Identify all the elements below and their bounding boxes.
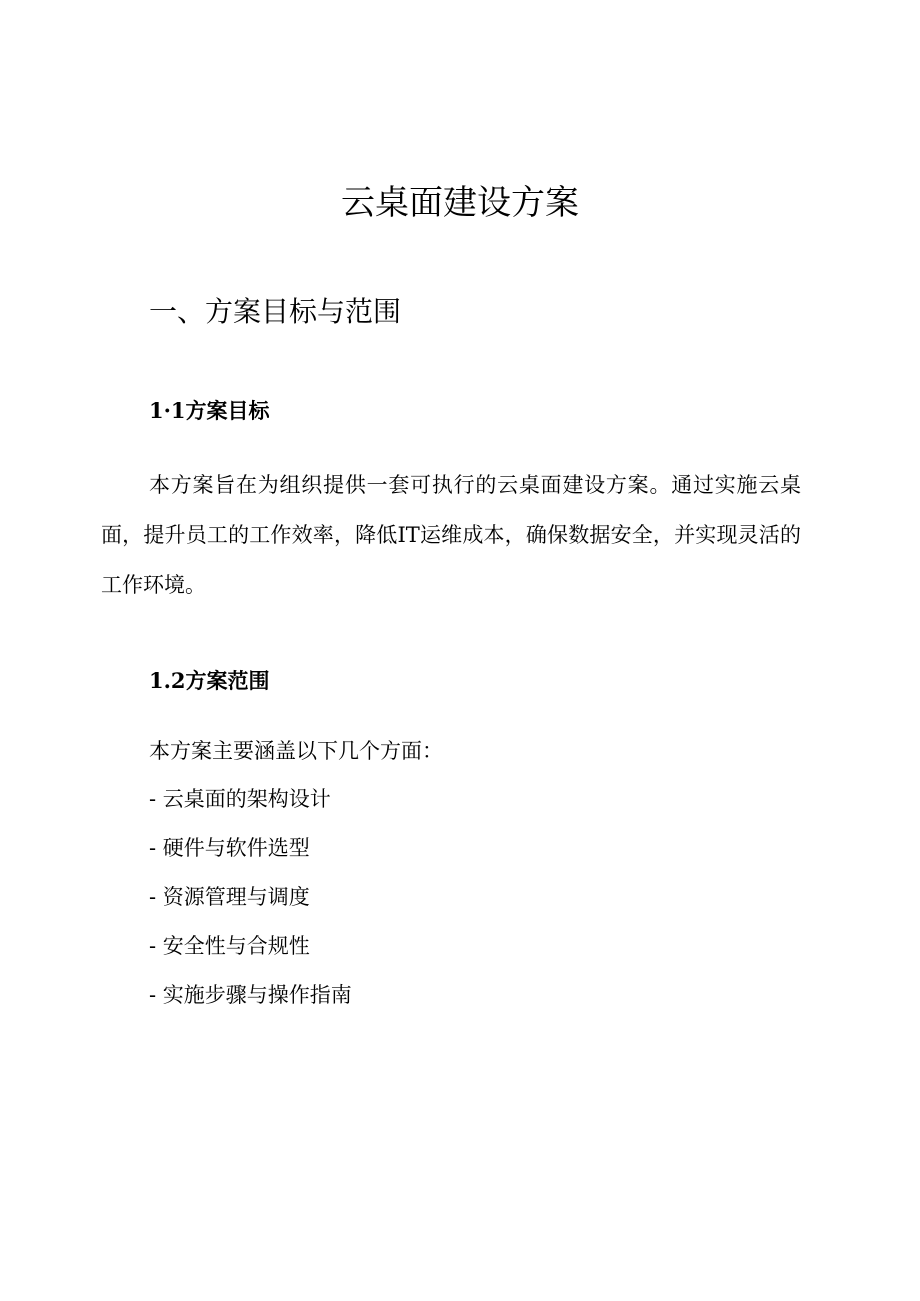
scope-list [149,779,352,1024]
goal-heading: 1·1方案目标 [149,398,270,423]
list-item: - 安全性与合规性 [149,934,310,958]
list-item: - 云桌面的架构设计 [149,787,331,811]
scope-intro: 本方案主要涵盖以下几个方面： [149,739,443,763]
scope-heading: 1.2方案范围 [149,668,270,693]
list-item: - 实施步骤与操作指南 [149,983,352,1007]
goal-paragraph: 本方案旨在为组织提供一套可执行的云桌面建设方案。通过实施云桌面，提升员工的工作效率，降低IT运维成本，确保数据安全，并实现灵活的工作环境。 [101,473,801,597]
list-item: - 资源管理与调度 [149,885,310,909]
section-heading: 一、方案目标与范围 [149,295,402,328]
document-title: 云桌面建设方案 [341,183,579,223]
list-item: - 硬件与软件选型 [149,836,310,860]
